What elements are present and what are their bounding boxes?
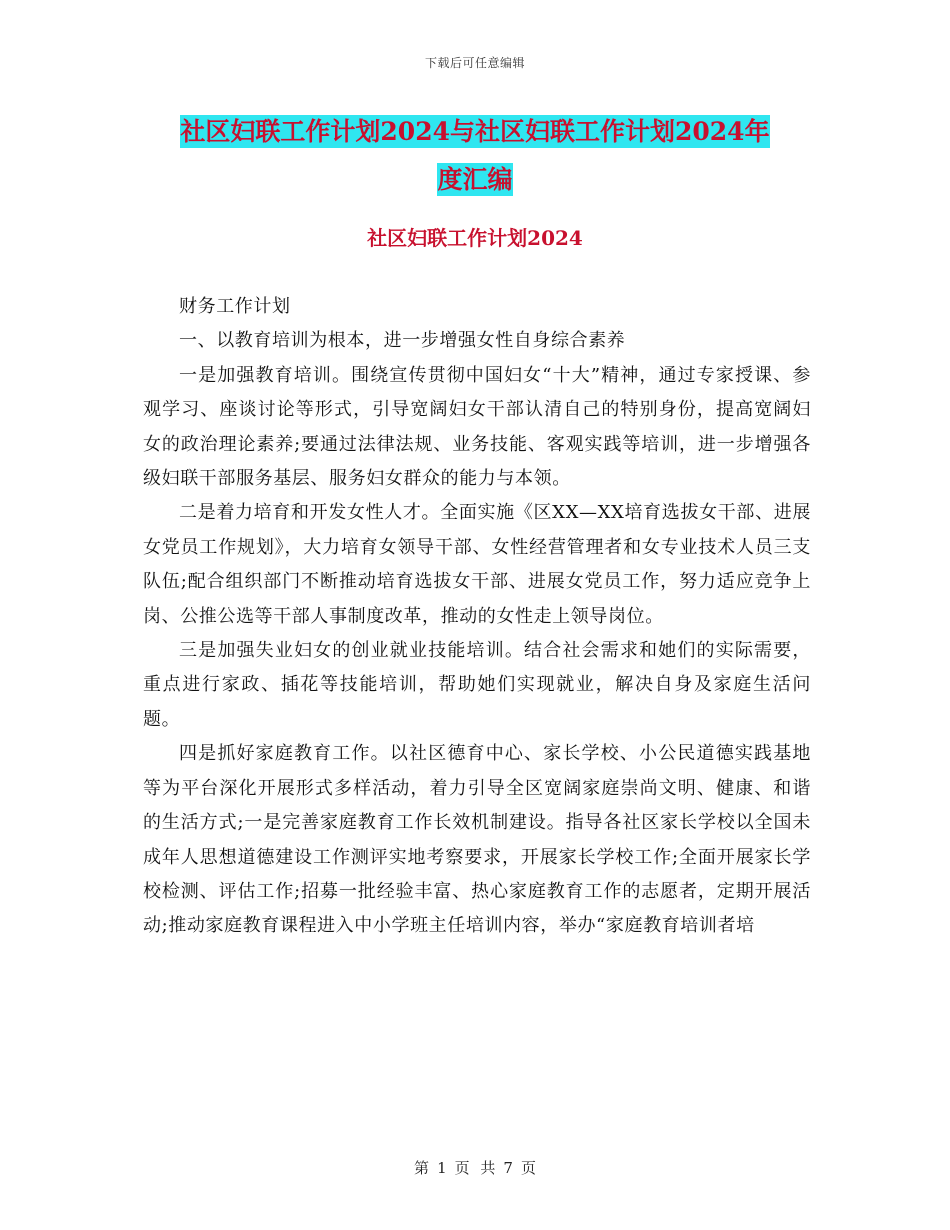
paragraph: 一、以教育培训为根本，进一步增强女性自身综合素养 — [179, 330, 626, 352]
document-title — [140, 112, 810, 200]
page-current: 1 — [437, 1159, 447, 1177]
paragraph: 三是加强失业妇女的创业就业技能培训。结合社会需求和她们的实际需要，重点进行家政、插花等技能培训，帮助她们实现就业，解决自身及家庭生活问题。 — [143, 640, 811, 730]
title-line-2 — [140, 160, 810, 200]
title-line-1 — [140, 112, 810, 152]
paragraph: 二是着力培育和开发女性人才。全面实施《区XX—XX培育选拔女干部、进展女党员工作规划》，大力培育女领导干部、女性经营管理者和女专业技术人员三支队伍;配合组织部门不断推动培育选拔女干部、进展女党员工作，努力适应竞争上岗、公推公选等干部人事制度改革，推动的女性走上领导岗位。 — [143, 502, 811, 627]
page-total: 7 — [503, 1159, 513, 1177]
paragraph: 一是加强教育培训。围绕宣传贯彻中国妇女“十大”精神，通过专家授课、参观学习、座谈讨论等形式，引导宽阔妇女干部认清自己的特别身份，提高宽阔妇女的政治理论素养;要通过法律法规、业务技能、客观实践等培训，进一步增强各级妇联干部服务基层、服务妇女群众的能力与本领。 — [143, 364, 811, 490]
page-number-footer — [0, 1157, 950, 1178]
section-title: 社区妇联工作计划2024 — [367, 226, 583, 250]
paragraph: 财务工作计划 — [179, 296, 291, 317]
paragraph: 四是抓好家庭教育工作。以社区德育中心、家长学校、小公民道德实践基地等为平台深化开展形式多样活动，着力引导全区宽阔家庭崇尚文明、健康、和谐的生活方式;一是完善家庭教育工作长效机制建设。指导各社区家长学校以全国未成年人思想道德建设工作测评实地考察要求，开展家长学校工作;全面开展家长学校检测、评估工作;招募一批经验丰富、热心家庭教育工作的志愿者，定期开展活动;推动家庭教育课程进入中小学班主任培训内容，举办“家庭教育培训者培 — [143, 743, 811, 937]
title-line-1-text: 社区妇联工作计划2024与社区妇联工作计划2024年 — [180, 117, 770, 146]
title-line-2-text: 度汇编 — [437, 165, 513, 194]
header-note: 下载后可任意编辑 — [424, 56, 525, 70]
body-text — [143, 290, 811, 944]
page-suffix: 页 — [520, 1159, 536, 1177]
page-mid: 页 共 — [454, 1159, 496, 1177]
page-prefix: 第 — [414, 1159, 430, 1177]
